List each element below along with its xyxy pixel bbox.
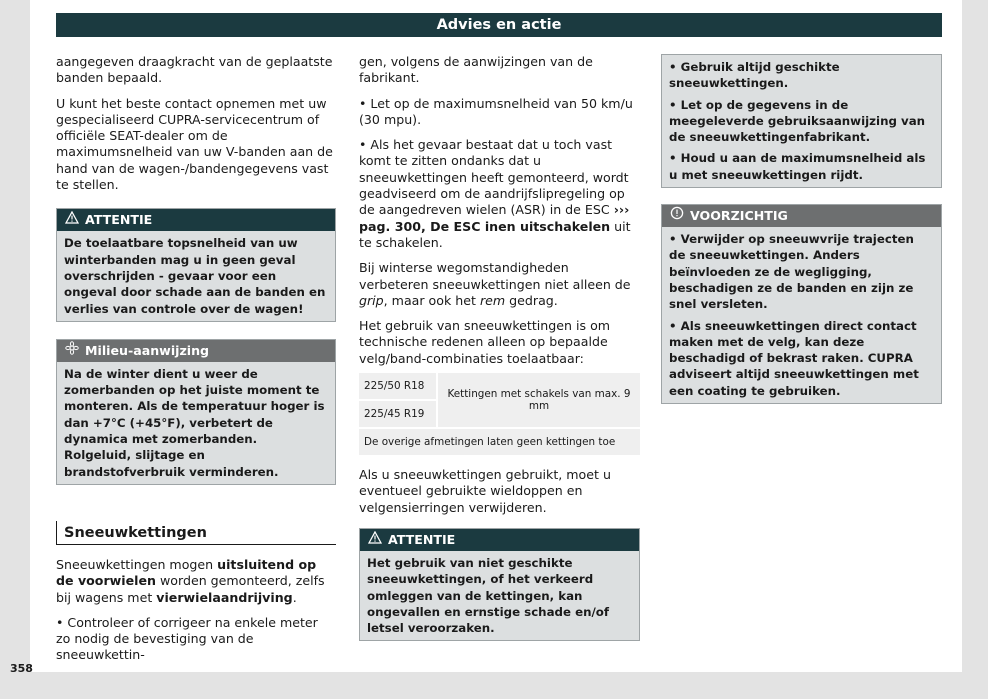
page-number: 358 xyxy=(10,662,33,675)
caution-box xyxy=(661,204,942,404)
warning-triangle-icon xyxy=(64,209,80,231)
list-item: • Gebruik altijd geschikte sneeuwkettingen. xyxy=(669,60,840,91)
text-run-bold: uitsluitend op de voorwielen xyxy=(56,556,317,589)
paragraph: U kunt het beste contact opnemen met uw gespecialiseerd CUPRA-servicecentrum of officiële SEAT-dealer om de maximumsnelheid van uw V-banden aan de hand van de wagen-/bandengegevens vast te stellen. xyxy=(56,95,333,193)
text-run: , maar ook het xyxy=(383,292,480,308)
attention-box-header xyxy=(57,209,335,231)
table-cell-footer: De overige afmetingen laten geen kettingen toe xyxy=(359,429,640,455)
text-run: worden gemonteerd, zelfs bij wagens met xyxy=(56,573,325,605)
column-right xyxy=(661,54,942,414)
snow-chain-table xyxy=(359,373,640,455)
attention-box-continued xyxy=(661,54,942,188)
paragraph: gen, volgens de aanwijzingen van de fabrikant. xyxy=(359,54,593,86)
paragraph: • Let op de maximumsnelheid van 50 km/u (30 mpu). xyxy=(359,95,633,127)
attention-box xyxy=(359,528,640,641)
attention-box-continued-body xyxy=(662,55,941,187)
table-cell-size: 225/45 R19 xyxy=(359,401,438,429)
list-item: • Verwijder op sneeuwvrije trajecten de sneeuwkettingen. Anders beïnvloeden ze de wegligging, beschadigen ze de banden en zijn ze snel versleten. xyxy=(669,232,914,312)
environment-note-box xyxy=(56,339,336,485)
text-run: uit te schakelen. xyxy=(359,218,631,250)
paragraph: aangegeven draagkracht van de geplaatste banden bepaald. xyxy=(56,54,333,86)
caution-box-header xyxy=(662,205,941,227)
text-run-italic: rem xyxy=(479,292,506,308)
attention-box-body: De toelaatbare topsnelheid van uw winterbanden mag u in geen geval overschrijden - gevaar voor een ongeval door schade aan de banden en verlies van controle over de wagen! xyxy=(57,231,335,320)
column-left xyxy=(56,54,336,673)
list-item: • Let op de gegevens in de meegeleverde gebruiksaanwijzing van de sneeuwkettingenfabrikant. xyxy=(669,97,926,145)
text-run: • Als het gevaar bestaat dat u toch vast komt te zitten ondanks dat u sneeuwkettingen heeft gemonteerd, wordt geadviseerd om de aandrijfslipregeling op de aangedreven wielen (ASR) in de ESC xyxy=(359,137,629,218)
section-title: Sneeuwkettingen xyxy=(56,521,336,545)
caution-box-body xyxy=(662,227,941,403)
text-run-bold: vierwielaandrijving xyxy=(156,589,293,605)
caution-circle-icon xyxy=(669,205,685,227)
paragraph xyxy=(56,557,336,606)
table-cell-chain-note: Kettingen met schakels van max. 9 mm xyxy=(438,373,640,429)
environment-note-header xyxy=(57,340,335,362)
list-item: • Als sneeuwkettingen direct contact maken met de velg, kan deze beschadigd of bekrast raken. CUPRA adviseert altijd sneeuwkettingen met een coating te gebruiken. xyxy=(669,318,919,398)
paragraph: Het gebruik van sneeuwkettingen is om technische redenen alleen op bepaalde velg/band-combinaties toelaatbaar: xyxy=(359,318,611,366)
text-run: Sneeuwkettingen mogen xyxy=(56,556,218,572)
table-row xyxy=(359,373,640,401)
page-reference-link[interactable]: ››› pag. 300, De ESC inen uitschakelen xyxy=(359,202,630,234)
table-cell-size: 225/50 R18 xyxy=(359,373,438,401)
environment-note-body: Na de winter dient u weer de zomerbanden op het juiste moment te monteren. Als de temperatuur hoger is dan +7°C (+45°F), verbetert de dynamica met zomerbanden. Rolgeluid, slijtage en brandstofverbruik verminderen. xyxy=(57,362,335,484)
caution-box-title: VOORZICHTIG xyxy=(690,208,788,224)
attention-box-title: ATTENTIE xyxy=(85,212,153,228)
attention-box-title: ATTENTIE xyxy=(388,531,456,547)
column-middle xyxy=(359,54,640,651)
attention-box-body: Het gebruik van niet geschikte sneeuwkettingen, of het verkeerd omleggen van de kettingen, kan ongevallen en ernstige schade en/of letsel veroorzaken. xyxy=(360,551,639,640)
attention-box xyxy=(56,208,336,321)
paragraph xyxy=(359,137,640,251)
text-run: . xyxy=(292,589,297,605)
text-run-italic: grip xyxy=(359,292,384,308)
paragraph: Als u sneeuwkettingen gebruikt, moet u eventueel gebruikte wieldoppen en velgensierringen verwijderen. xyxy=(359,467,611,515)
environment-note-title: Milieu-aanwijzing xyxy=(85,342,210,358)
page-header: Advies en actie xyxy=(56,13,942,37)
paragraph: • Controleer of corrigeer na enkele meter zo nodig de bevestiging van de sneeuwkettin- xyxy=(56,614,318,663)
table-row xyxy=(359,429,640,455)
paragraph xyxy=(359,260,640,309)
environment-flower-icon xyxy=(64,340,80,362)
warning-triangle-icon xyxy=(367,529,383,551)
attention-box-header xyxy=(360,529,639,551)
text-run: gedrag. xyxy=(505,292,558,308)
list-item: • Houd u aan de maximumsnelheid als u met sneeuwkettingen rijdt. xyxy=(669,151,926,182)
text-run: Bij winterse wegomstandigheden verbeteren sneeuwkettingen niet alleen de xyxy=(359,260,631,292)
